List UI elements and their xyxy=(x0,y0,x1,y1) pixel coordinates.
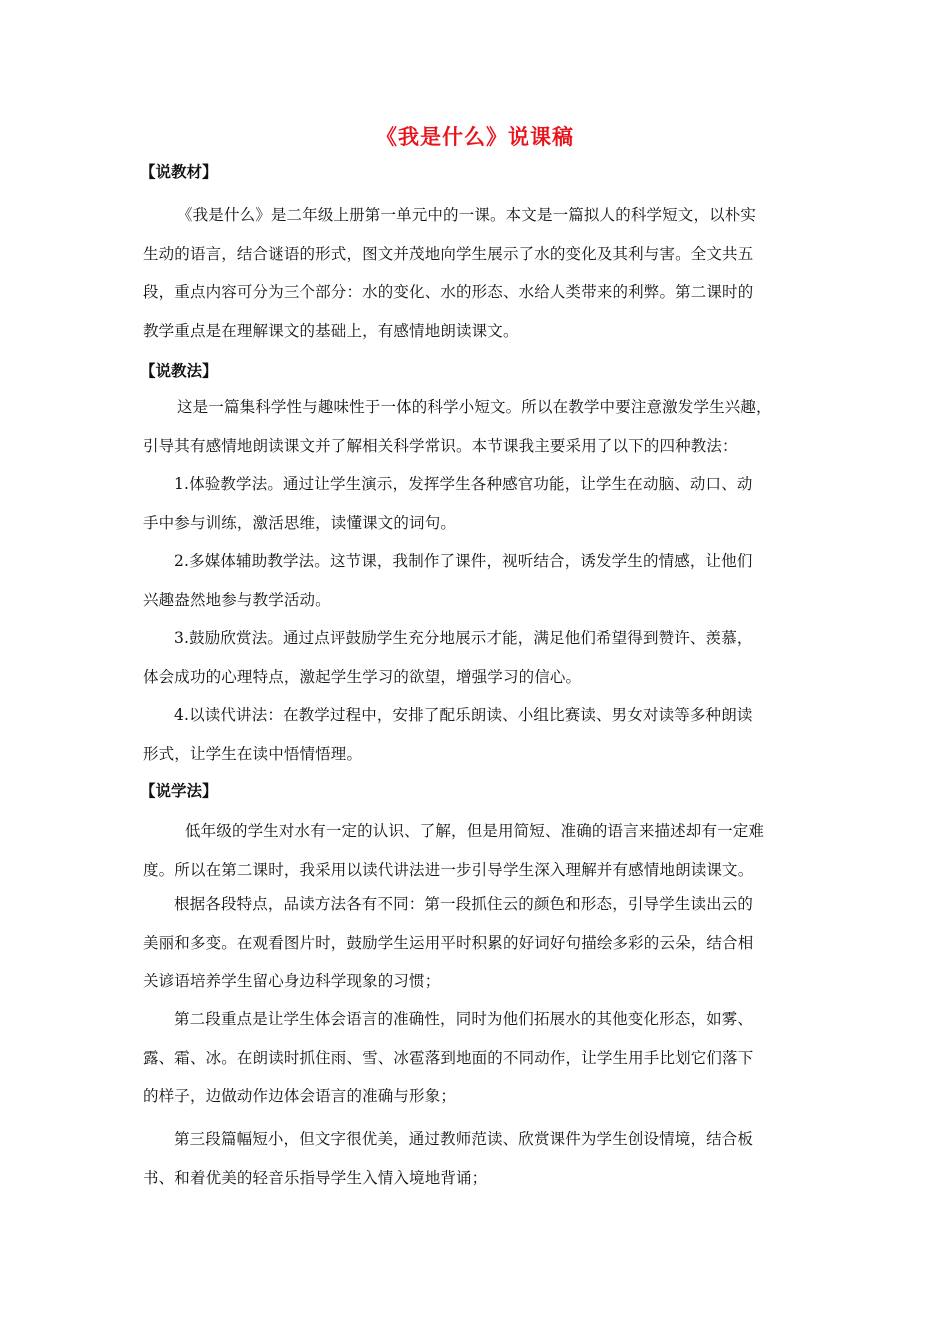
section-heading-learning-method: 【说学法】 xyxy=(140,782,218,800)
text-line: 低年级的学生对水有一定的认识、了解，但是用简短、准确的语言来描述却有一定难 xyxy=(185,822,765,840)
paragraph xyxy=(143,196,811,350)
text-line: 《我是什么》是二年级上册第一单元中的一课。本文是一篇拟人的科学短文，以朴实 xyxy=(177,206,757,224)
text-line: 根据各段特点，品读方法各有不同：第一段抓住云的颜色和形态，引导学生读出云的 xyxy=(174,895,754,913)
paragraph xyxy=(143,885,811,1001)
document-title: 《我是什么》说课稿 xyxy=(376,125,574,149)
paragraph xyxy=(143,619,811,696)
section-heading-textbook: 【说教材】 xyxy=(140,163,218,181)
paragraph xyxy=(143,465,811,542)
text-line: 书、和着优美的轻音乐指导学生入情入境地背诵； xyxy=(143,1168,488,1187)
paragraph xyxy=(143,1120,811,1197)
text-line: 1.体验教学法。通过让学生演示，发挥学生各种感官功能，让学生在动脑、动口、动 xyxy=(174,475,753,493)
text-line: 3.鼓励欣赏法。通过点评鼓励学生充分地展示才能，满足他们希望得到赞许、羡慕， xyxy=(174,629,753,647)
paragraph xyxy=(143,812,811,889)
text-line: 段，重点内容可分为三个部分：水的变化、水的形态、水给人类带来的利弊。第二课时的 xyxy=(143,283,754,301)
text-line: 度。所以在第二课时，我采用以读代讲法进一步引导学生深入理解并有感情地朗读课文。 xyxy=(143,860,754,879)
text-line: 第三段篇幅短小，但文字很优美，通过教师范读、欣赏课件为学生创设情境，结合板 xyxy=(174,1130,754,1148)
text-line: 美丽和多变。在观看图片时，鼓励学生运用平时积累的好词好句描绘多彩的云朵，结合相 xyxy=(143,933,754,952)
text-line: 体会成功的心理特点，激起学生学习的欲望，增强学习的信心。 xyxy=(143,667,582,686)
text-line: 手中参与训练，激活思维，读懂课文的词句。 xyxy=(143,513,457,532)
text-line: 兴趣盎然地参与教学活动。 xyxy=(143,590,331,609)
text-line: 关谚语培养学生留心身边科学现象的习惯； xyxy=(143,972,441,990)
paragraph xyxy=(143,696,811,773)
text-line: 露、霜、冰。在朗读时抓住雨、雪、冰雹落到地面的不同动作，让学生用手比划它们落下 xyxy=(143,1048,754,1067)
text-line: 4.以读代讲法：在教学过程中，安排了配乐朗读、小组比赛读、男女对读等多种朗读 xyxy=(174,706,753,724)
paragraph xyxy=(143,388,811,465)
text-line: 第二段重点是让学生体会语言的准确性，同时为他们拓展水的其他变化形态，如雾、 xyxy=(174,1010,754,1028)
text-line: 教学重点是在理解课文的基础上，有感情地朗读课文。 xyxy=(143,321,519,340)
text-line: 生动的语言，结合谜语的形式，图文并茂地向学生展示了水的变化及其利与害。全文共五 xyxy=(143,244,754,263)
section-heading-teaching-method: 【说教法】 xyxy=(140,362,218,380)
paragraph xyxy=(143,542,811,619)
text-line: 引导其有感情地朗读课文并了解相关科学常识。本节课我主要采用了以下的四种教法： xyxy=(143,436,738,455)
text-line: 的样子，边做动作边体会语言的准确与形象； xyxy=(143,1087,457,1105)
text-line: 形式，让学生在读中悟情悟理。 xyxy=(143,744,363,763)
paragraph xyxy=(143,1000,811,1116)
text-line: 这是一篇集科学性与趣味性于一体的科学小短文。所以在教学中要注意激发学生兴趣， xyxy=(177,398,772,416)
text-line: 2.多媒体辅助教学法。这节课，我制作了课件，视听结合，诱发学生的情感，让他们 xyxy=(174,552,753,570)
